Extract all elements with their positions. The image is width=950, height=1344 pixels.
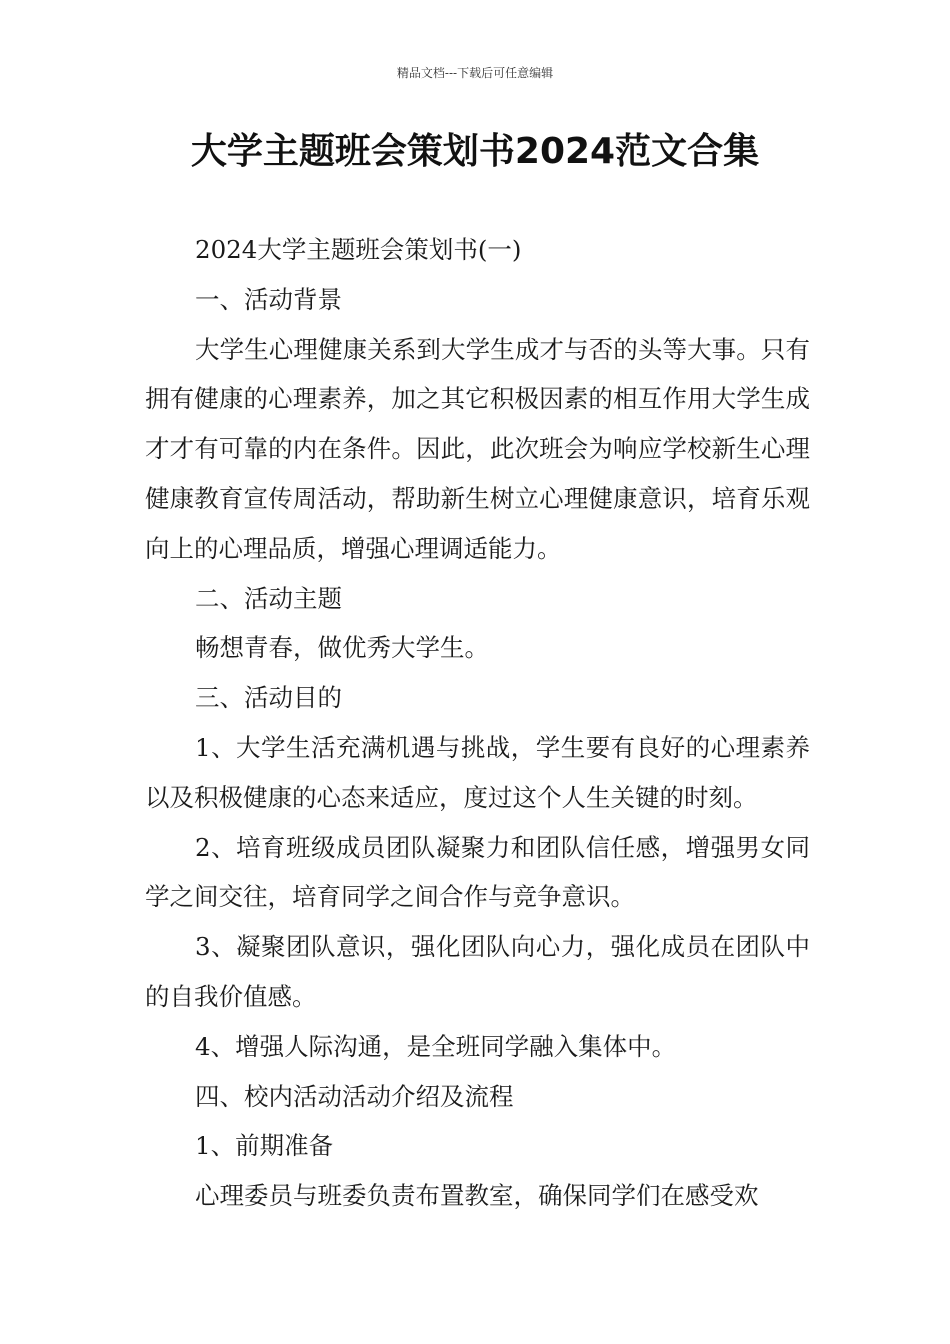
paragraph-goal-1: 1、大学生活充满机遇与挑战，学生要有良好的心理素养以及积极健康的心态来适应，度过这个人生关键的时刻。 [145, 732, 810, 812]
paragraph-theme-text: 畅想青春，做优秀大学生。 [195, 633, 489, 663]
paragraph-heading-preparation: 1、前期准备 [195, 1131, 334, 1161]
paragraph-goal-4: 4、增强人际沟通，是全班同学融入集体中。 [195, 1031, 677, 1061]
paragraph-heading-process: 四、校内活动活动介绍及流程 [195, 1081, 514, 1111]
paragraph-background-text: 大学生心理健康关系到大学生成才与否的头等大事。只有拥有健康的心理素养，加之其它积极因素的相互作用大学生成才才有可靠的内在条件。因此，此次班会为响应学校新生心理健康教育宣传周活动，帮助新生树立心理健康意识，培育乐观向上的心理品质，增强心理调适能力。 [145, 334, 810, 563]
document-title: 大学主题班会策划书2024范文合集 [190, 131, 760, 172]
document-body [145, 225, 810, 1221]
paragraph-heading-goals: 三、活动目的 [195, 683, 342, 713]
paragraph-preparation-text: 心理委员与班委负责布置教室，确保同学们在感受欢 [195, 1181, 759, 1211]
header-note: 精品文档---下载后可任意编辑 [396, 66, 554, 80]
paragraph-heading-background: 一、活动背景 [195, 284, 342, 314]
paragraph-goal-3: 3、凝聚团队意识，强化团队向心力，强化成员在团队中的自我价值感。 [145, 932, 810, 1011]
paragraph-goal-2: 2、培育班级成员团队凝聚力和团队信任感，增强男女同学之间交往，培育同学之间合作与竞争意识。 [145, 832, 810, 912]
paragraph-section-title: 2024大学主题班会策划书(一) [195, 235, 522, 264]
paragraph-heading-theme: 二、活动主题 [195, 583, 342, 613]
